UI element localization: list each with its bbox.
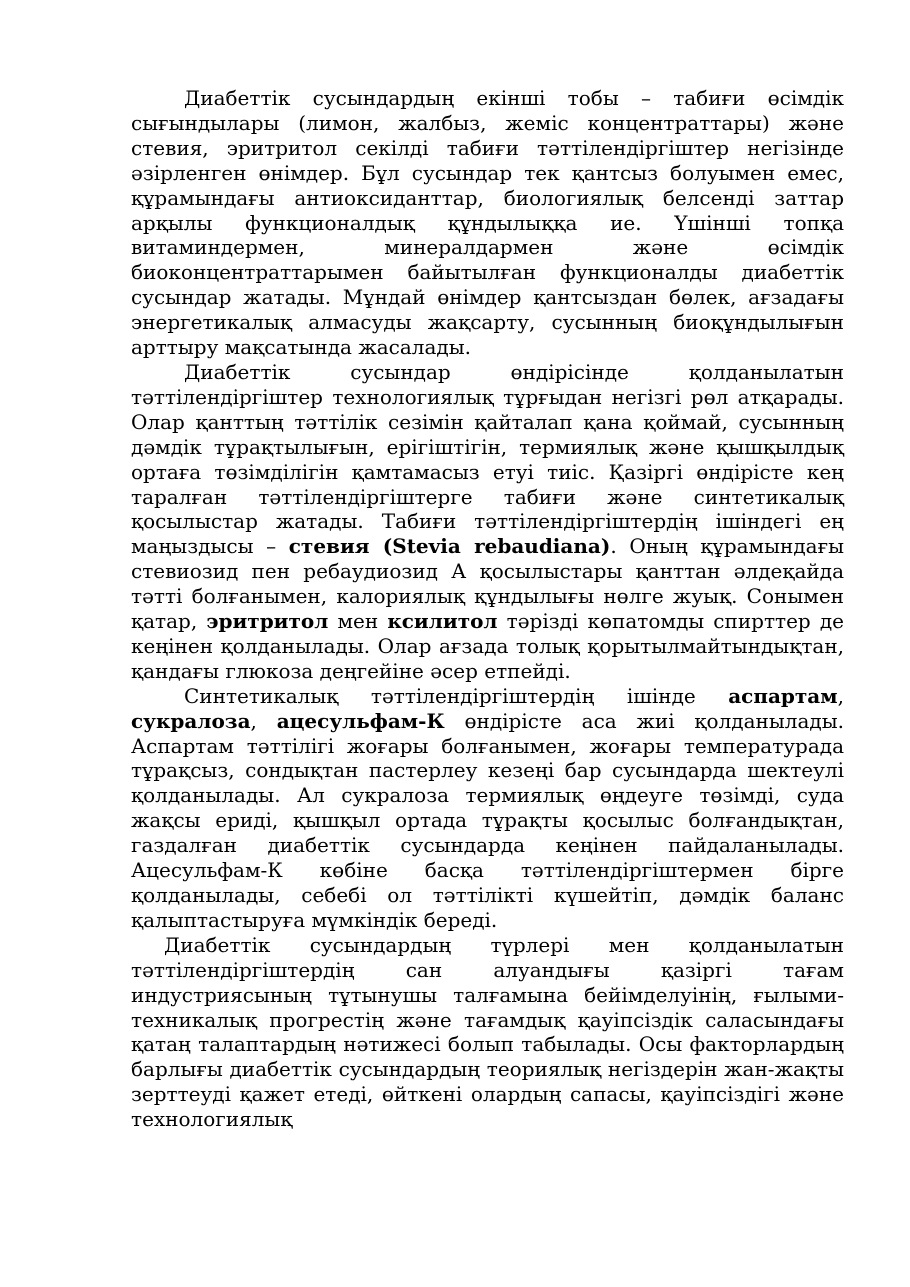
text-run: . Оның құрамындағы стевиозид пен ребаудиозид А қосылыстары қанттан әлдеқайда тәтті болғанымен, калориялық құндылығы нөлге жуық. Сонымен қатар,: [131, 534, 844, 634]
text-run: Диабеттік сусындар өндірісінде қолданылатын тәттілендіргіштер технологиялық тұрғыдан негізгі рөл атқарады. Олар қанттың тәттілік сезімін қайталап қана қоймай, сусынның дәмдік тұрақтылығын, ерігіштігін, термиялық және қышқылдық ортаға төзімділігін қамтамасыз етуі тиіс. Қазіргі өндірісте кең таралған тәттілендіргіштерге табиғи және синтетикалық қосылыстар жатады. Табиғи тәттілендіргіштердің ішіндегі ең маңыздысы –: [131, 359, 844, 559]
paragraph-drink-groups: [131, 86, 844, 360]
text-run: тәрізді көпатомды спирттер де кеңінен қолданылады. Олар ағзада толық қорытылмайтындықтан, қандағы глюкоза деңгейіне әсер етпейді.: [131, 609, 844, 683]
term-xylitol: ксилитол: [387, 609, 498, 634]
text-run: мен: [328, 609, 388, 634]
text-run: ,: [837, 683, 844, 708]
term-erythritol: эритритол: [206, 609, 329, 634]
text-run: Диабеттік сусындардың түрлері мен қолданылатын тәттілендіргіштердің сан алуандығы қазіргі тағам индустриясының тұтынушы талғамына бейімделуінің, ғылыми-техникалық прогрестің және тағамдық қауіпсіздік саласындағы қатаң талаптардың нәтижесі болып табылады. Осы факторлардың барлығы диабеттік сусындардың теориялық негіздерін жан-жақты зерттеуді қажет етеді, өйткені олардың сапасы, қауіпсіздігі және технологиялық: [131, 932, 844, 1132]
text-run: өндірісте аса жиі қолданылады. Аспартам тәттілігі жоғары болғанымен, жоғары температурада тұрақсыз, сондықтан пастерлеу кезеңі бар сусындарда шектеулі қолданылады. Ал сукралоза термиялық өңдеуге төзімді, суда жақсы ериді, қышқыл ортада тұрақты қосылыс болғандықтан, газдалған диабеттік сусындарда кеңінен пайдаланылады. Ацесульфам-К көбіне басқа тәттілендіргіштермен бірге қолданылады, себебі ол тәттілікті күшейтіп, дәмдік баланс қалыптастыруға мүмкіндік береді.: [131, 708, 844, 932]
document-page: [131, 86, 844, 1132]
paragraph-synthetic-sweeteners: [131, 684, 844, 933]
text-run: Диабеттік сусындардың екінші тобы – табиғи өсімдік сығындылары (лимон, жалбыз, жеміс концентраттары) және стевия, эритритол секілді табиғи тәттілендіргіштер негізінде әзірленген өнімдер. Бұл сусындар тек қантсыз болуымен емес, құрамындағы антиоксиданттар, биологиялық белсенді заттар арқылы функционалдық құндылыққа ие. Үшінші топқа витаминдермен, минералдармен және өсімдік биоконцентраттарымен байытылған функционалды диабеттік сусындар жатады. Мұндай өнімдер қантсыздан бөлек, ағзадағы энергетикалық алмасуды жақсарту, сусынның биоқұндылығын арттыру мақсатында жасалады.: [131, 86, 844, 360]
text-run: ,: [250, 708, 277, 733]
term-aspartame: аспартам: [728, 683, 838, 708]
text-run: Синтетикалық тәттілендіргіштердің ішінде: [184, 683, 729, 708]
paragraph-conclusion: [131, 933, 844, 1132]
term-stevia: стевия (Stevia rebaudiana): [288, 534, 611, 559]
term-acesulfame-k: ацесульфам-К: [276, 708, 445, 733]
paragraph-sweeteners-role: [131, 360, 844, 684]
term-sucralose: сукралоза: [131, 708, 251, 733]
